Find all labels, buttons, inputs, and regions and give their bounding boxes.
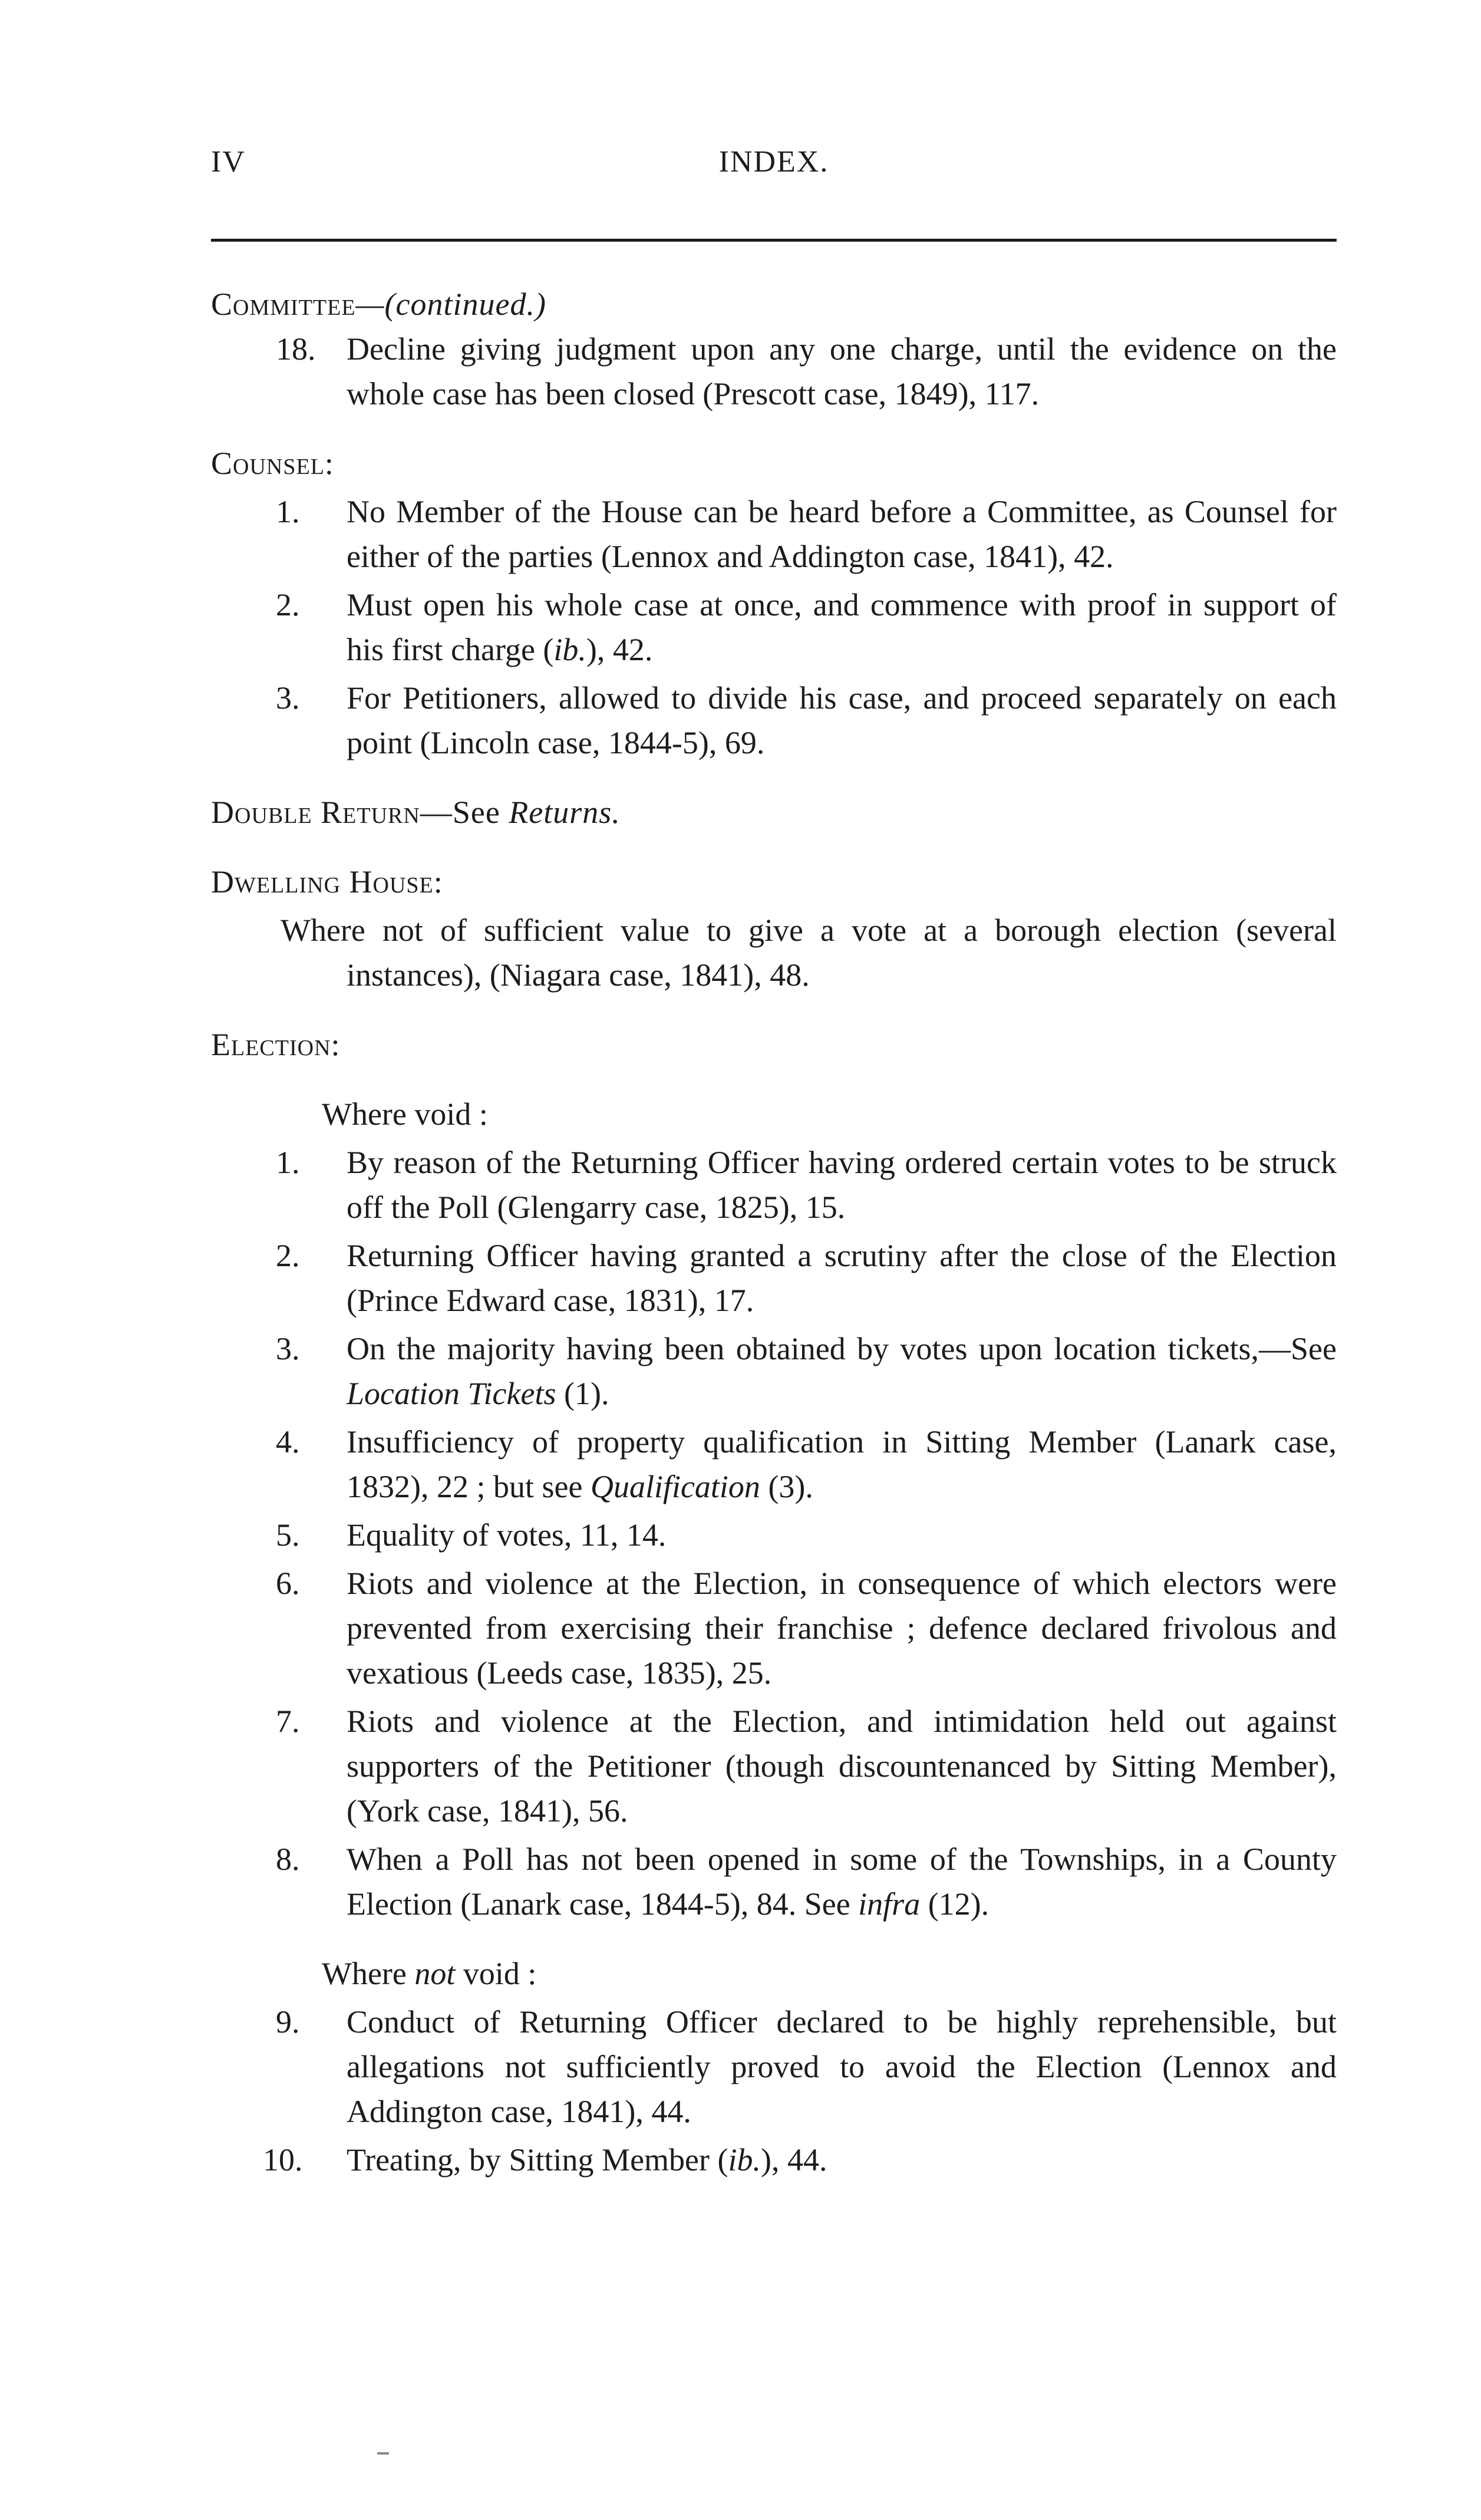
header-rule bbox=[211, 239, 1337, 242]
election-entry-5: 5. Equality of votes, 11, 14. bbox=[276, 1517, 667, 1553]
heading-committee: Committee—(continued.) bbox=[211, 286, 546, 322]
counsel-entry-3: 3. For Petitioners, allowed to divide his case, and proceed separately on each point (Lincoln case, 1844-5), 69. bbox=[276, 680, 1337, 760]
election-entry-3: 3. On the majority having been obtained by votes upon location tickets,—See Location Tickets (1). bbox=[276, 1331, 1337, 1411]
election-entry-7: 7. Riots and violence at the Election, and intimidation held out against supporters of the Petitioner (though discountenanced by Sitting Member), (York case, 1841), 56. bbox=[276, 1704, 1337, 1829]
running-header bbox=[211, 144, 1337, 186]
heading-dwelling-house: Dwelling House: bbox=[211, 864, 443, 900]
committee-entry-18: 18. Decline giving judgment upon any one charge, until the evidence on the whole case has been closed (Prescott case, 1849), 117. bbox=[276, 331, 1337, 411]
election-entry-2: 2. Returning Officer having granted a scrutiny after the close of the Election (Prince Edward case, 1831), 17. bbox=[276, 1238, 1337, 1318]
page-title: INDEX. bbox=[718, 145, 829, 179]
election-entry-1: 1. By reason of the Returning Officer having ordered certain votes to be struck off the Poll (Glengarry case, 1825), 15. bbox=[276, 1145, 1337, 1225]
heading-double-return: Double Return—See Returns. bbox=[211, 795, 621, 830]
election-entry-8: 8. When a Poll has not been opened in some of the Townships, in a County Election (Lanark case, 1844-5), 84. See infra (12). bbox=[276, 1842, 1337, 1922]
index-body bbox=[211, 282, 1337, 2182]
counsel-entry-1: 1. No Member of the House can be heard before a Committee, as Counsel for either of the parties (Lennox and Addington case, 1841), 42. bbox=[276, 494, 1337, 574]
election-entry-10: 10. Treating, by Sitting Member (ib.), 44. bbox=[263, 2142, 827, 2178]
heading-election: Election: bbox=[211, 1027, 341, 1062]
election-entry-4: 4. Insufficiency of property qualification in Sitting Member (Lanark case, 1832), 22 ; but see Qualification (3). bbox=[276, 1424, 1337, 1504]
cross-reference: Returns. bbox=[509, 795, 621, 830]
print-speck bbox=[377, 2452, 389, 2455]
dwelling-house-entry: Where not of sufficient value to give a vote at a borough election (several instances), (Niagara case, 1841), 48. bbox=[281, 913, 1337, 993]
election-entry-6: 6. Riots and violence at the Election, in consequence of which electors were prevented from exercising their franchise ; defence declared frivolous and vexatious (Leeds case, 1835), 25. bbox=[276, 1566, 1337, 1691]
subheading-where-not-void: Where not void : bbox=[322, 1956, 537, 1991]
election-entry-9: 9. Conduct of Returning Officer declared to be highly reprehensible, but allegations not sufficiently proved to avoid the Election (Lennox and Addington case, 1841), 44. bbox=[276, 2004, 1337, 2129]
heading-counsel: Counsel: bbox=[211, 446, 334, 481]
subheading-where-void: Where void : bbox=[322, 1096, 488, 1132]
counsel-entry-2: 2. Must open his whole case at once, and commence with proof in support of his first charge (ib.), 42. bbox=[276, 587, 1337, 667]
page-number: IV bbox=[211, 145, 246, 179]
